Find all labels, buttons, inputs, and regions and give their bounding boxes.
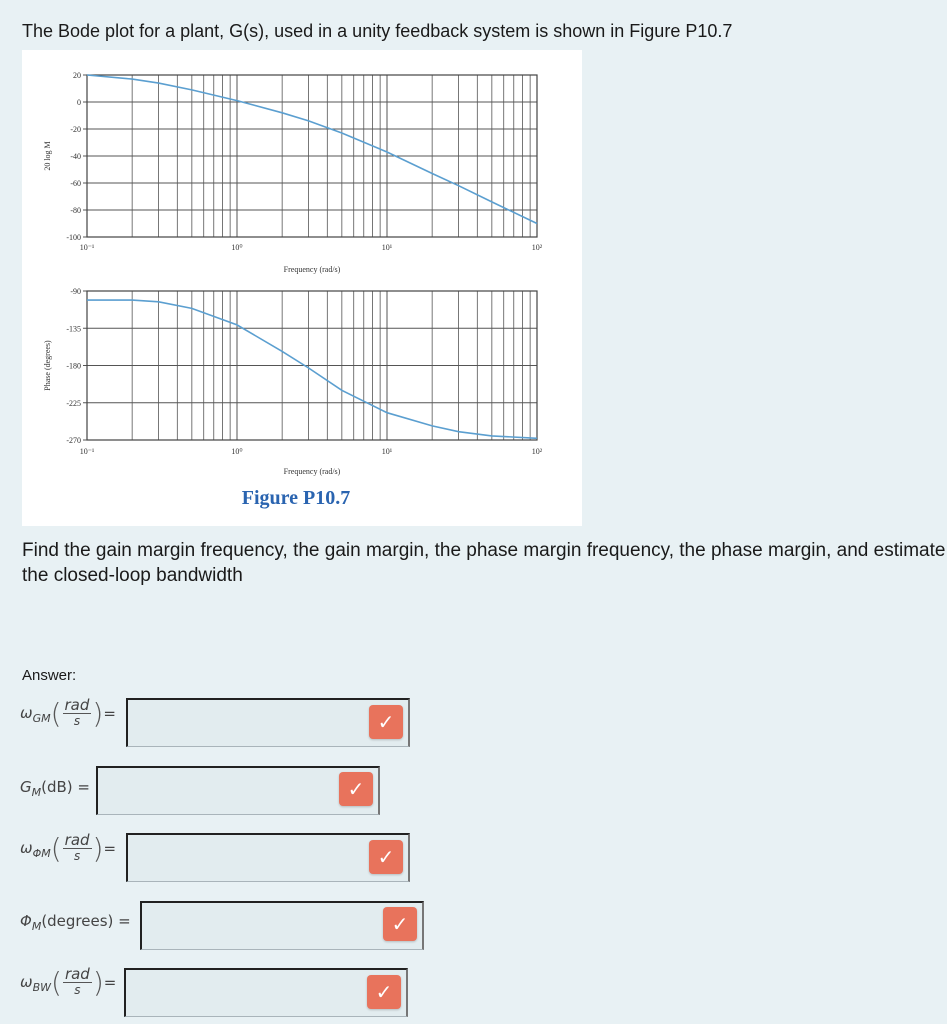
omega-pm-label: $\omega_{\Phi M}$( $\frac{\text{rad}}{s}$ )= bbox=[20, 831, 117, 865]
pm-degrees-label bbox=[20, 912, 131, 933]
gm-subscript: M bbox=[31, 786, 42, 799]
y-axis-label: Phase (degrees) bbox=[43, 340, 52, 391]
phase-margin-symbol: Φ bbox=[20, 912, 32, 930]
y-tick-label: -60 bbox=[70, 179, 81, 188]
x-tick-label: 10² bbox=[531, 447, 543, 456]
y-tick-label: -270 bbox=[66, 436, 81, 445]
check-icon: ✓ bbox=[391, 913, 409, 936]
pm-subscript: M bbox=[31, 920, 42, 933]
phase-plot bbox=[43, 287, 543, 476]
y-tick-label: 20 bbox=[73, 71, 81, 80]
figure-caption: Figure P10.7 bbox=[241, 487, 351, 509]
x-tick-label: 10² bbox=[531, 243, 543, 252]
omega-symbol: ω bbox=[20, 704, 33, 722]
magnitude-plot bbox=[43, 71, 543, 274]
x-tick-label: 10⁰ bbox=[231, 447, 243, 456]
gm-db-input[interactable] bbox=[96, 766, 380, 815]
omega-bw-label: $\omega_{BW}$( $\frac{\text{rad}}{s}$ )= bbox=[20, 965, 117, 999]
bode-plot-svg bbox=[22, 50, 582, 526]
omega-pm-input[interactable] bbox=[126, 833, 410, 882]
x-tick-label: 10⁰ bbox=[231, 243, 243, 252]
unit-numerator: rad bbox=[64, 696, 90, 714]
y-tick-label: -20 bbox=[70, 125, 81, 134]
x-axis-label: Frequency (rad/s) bbox=[283, 467, 341, 476]
omega-gm-subscript: GM bbox=[32, 712, 51, 725]
y-axis-label: 20 log M bbox=[43, 141, 52, 171]
x-tick-label: 10⁻¹ bbox=[79, 447, 95, 456]
omega-bw-subscript: BW bbox=[32, 981, 51, 994]
check-button-3[interactable] bbox=[369, 840, 403, 874]
instruction-text: Find the gain margin frequency, the gain margin, the phase margin frequency, the phase margin, and estimate the closed-loop bandwidth bbox=[22, 540, 946, 586]
gm-unit: (dB) = bbox=[41, 778, 90, 796]
check-button-4[interactable] bbox=[383, 907, 417, 941]
x-axis-label: Frequency (rad/s) bbox=[283, 265, 341, 274]
y-tick-label: -100 bbox=[66, 233, 81, 242]
omega-gm-input[interactable] bbox=[126, 698, 410, 747]
y-tick-label: -135 bbox=[66, 324, 81, 334]
omega-symbol: ω bbox=[20, 839, 33, 857]
answer-label: Answer: bbox=[22, 667, 77, 684]
gain-margin-symbol: G bbox=[20, 778, 32, 796]
gm-db-label bbox=[20, 778, 90, 799]
check-icon: ✓ bbox=[377, 846, 395, 869]
unit-denominator: s bbox=[73, 849, 81, 863]
unit-denominator: s bbox=[74, 983, 81, 997]
omega-symbol: ω bbox=[20, 973, 33, 991]
check-button-2[interactable] bbox=[339, 772, 373, 806]
pm-degrees-input[interactable] bbox=[140, 901, 424, 950]
phase-curve bbox=[87, 300, 537, 438]
pm-unit: (degrees) = bbox=[41, 912, 131, 930]
y-tick-label: -90 bbox=[70, 287, 81, 296]
omega-bw-input[interactable] bbox=[124, 968, 408, 1017]
check-button-5[interactable] bbox=[367, 975, 401, 1009]
unit-numerator: rad bbox=[64, 965, 90, 983]
x-tick-label: 10¹ bbox=[381, 243, 393, 252]
question-text: The Bode plot for a plant, G(s), used in a unity feedback system is shown in Figure P10.7 bbox=[22, 21, 733, 41]
check-button-1[interactable] bbox=[369, 705, 403, 739]
bode-figure bbox=[22, 50, 582, 526]
x-tick-label: 10¹ bbox=[381, 447, 393, 456]
omega-gm-label: $\omega_{GM}$( $\frac{\text{rad}}{s}$ )= bbox=[20, 696, 116, 730]
magnitude-curve bbox=[87, 75, 537, 224]
y-tick-label: -225 bbox=[66, 398, 81, 408]
x-tick-label: 10⁻¹ bbox=[79, 243, 95, 252]
check-icon: ✓ bbox=[347, 778, 365, 801]
y-tick-label: -40 bbox=[70, 152, 81, 161]
unit-numerator: rad bbox=[64, 831, 90, 849]
check-icon: ✓ bbox=[375, 981, 393, 1004]
unit-denominator: s bbox=[73, 714, 81, 728]
omega-pm-subscript: ΦM bbox=[32, 847, 51, 860]
y-tick-label: -80 bbox=[70, 206, 81, 215]
check-icon: ✓ bbox=[377, 711, 395, 734]
y-tick-label: 0 bbox=[77, 98, 81, 107]
y-tick-label: -180 bbox=[66, 361, 81, 371]
